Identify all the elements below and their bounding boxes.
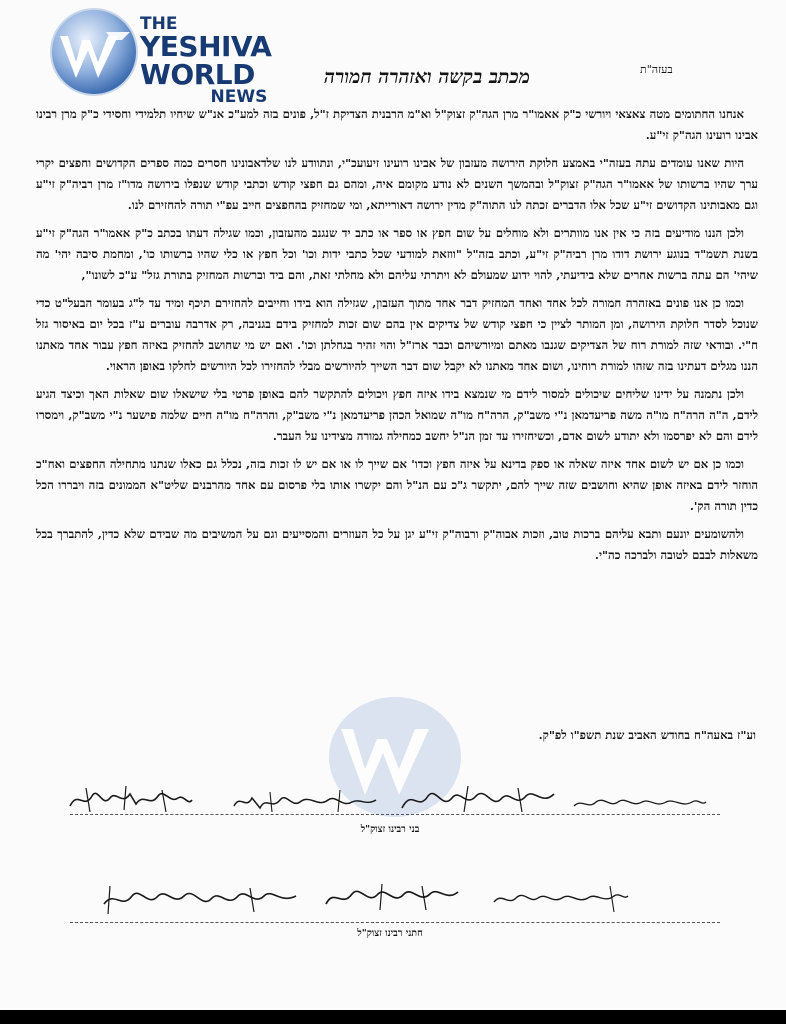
signature-5 — [100, 882, 300, 916]
header-mark: בעזה"ת — [640, 63, 673, 76]
signature-7 — [490, 882, 630, 916]
logo-news: NEWS — [210, 87, 268, 107]
letter-body — [36, 104, 758, 571]
caption-sons-in-law: חתני רבינו זצוק"ל — [357, 928, 423, 939]
document-title: מכתב בקשה ואזהרה חמורה — [323, 66, 531, 88]
signature-6 — [322, 880, 462, 914]
paragraph-3: ולכן הננו מודיעים בזה כי אין אנו מוותרים ולא מוחלים על שום חפץ או ספר או כתב יד שנגנב מהעזבון, וכמו שגילה דעתו בכתב כ"ק אאמו"ר הגה"ק זי"ע בשנת תשמ"ד בנוגע ירושת דודו מרן רביה"ק זי"ע, וכתב בזה"ל "ווזאת למודעי שכל כתבי ידות וכו' וכל חפץ או כלי שהיו ברשותו כו', ומחמת סיבה יהי' מה שיהי' הם עתה ברשות אחרים שלא בידיעתי, להוי ידוע שמעולם לא ויתרתי עליהם ולא מחלתי זאת, והם ביד וברשות המחזיק בתורת גזל" ע"כ לשונו", — [36, 226, 758, 282]
logo-the: THE — [140, 14, 178, 34]
signatures-row-sons-in-law — [60, 880, 720, 920]
signature-1 — [66, 782, 196, 816]
signature-3 — [398, 782, 558, 816]
signatures-row-sons — [60, 782, 720, 822]
closing-line: וע"ז באעה"ח בחודש האביב שנת תשפ"ו לפ"ק. — [538, 728, 756, 742]
signature-line-2 — [70, 922, 720, 923]
signature-2 — [230, 784, 380, 818]
paragraph-4: וכמו כן אנו פונים באזהרה חמורה לכל אחד ואחד המחזיק דבר אחד מתוך העזבון, שגזילה הוא בידו וחייבים להחזירם תיכף ומיד עד ל"ג בעומר הבעל"ט כדי שנוכל לסדר חלוקת הירושה, ומן המותר לציין כי חפצי קודש של צדיקים אין בהם שום זכות למחזיק בידם בגניבה, רק אדרבה עוברים ע"ז בכל יום באיסור גזל ח"י. ובודאי שזה למורת רוח של הצדיקים שגנבו מאתם ומיורשיהם וכבר ארז"ל והוי זהיר בגחלתן וכו'. ואם יש מי שחושב להחזיק באיזה חפץ עבור אחד מאתנו הננו מגלים דעתינו בזה שזהו למורת רוחינו, ושום אחד מאתנו לא יקבל שום דבר השייך להיורשים מבלי להחזירו לכל היורשים לחלקו באופן הראוי. — [36, 296, 758, 373]
yeshiva-world-news-logo[interactable] — [48, 6, 272, 107]
paragraph-6: וכמו כן אם יש לשום אחד איזה שאלה או ספק בדינא על איזה חפץ וכדו' אם שייך לו או אם יש לו זכות בזה, נכלל גם כאלו שנתנו מתחילה החפצים ואח"כ הוחזר לידם באיזה אופן שהיא וחושבים שזה שייך להם, יתקשר ג"כ עם הנ"ל והם יקשרו אותו בלי פרסום עם אחד מהרבנים שליט"א הממונים בזה ויבררו הכל כדין תורה הק'. — [36, 457, 758, 513]
bottom-bar — [0, 1010, 786, 1024]
logo-w-circle-icon — [48, 6, 140, 98]
paragraph-1: אנחנו החתומים מטה צאצאי ויורשי כ"ק אאמו"ר מרן הגה"ק זצוק"ל וא"מ הרבנית הצדיקת ז"ל, פונים בזה למע"כ אנ"ש שיחיו תלמידי וחסידי כ"ק מרן רבינו אבינו רועינו הגה"ק זי"ע. — [36, 107, 758, 142]
paragraph-5: ולכן נתמנה על ידינו שליחים שיכולים למסור לידם מי שנמצא בידו איזה חפץ ויכולים להתקשר להם באופן פרטי בלי שישאלו שום שאלות האך וכיצד הגיע לידם, ה"ה הרה"ח מו"ה משה פריעדמאן נ"י משב"ק, הרה"ח מו"ה שמואל הכהן פריעדמאן נ"י משב"ק, והרה"ח מו"ה חיים שלמה פישער נ"י משב"ק, וימסרו לידם והם לא יפרסמו ולא יתודע לשום אדם, וכשיחזירו עד זמן הנ"ל יחשב כמחילה גמורה מצידינו על העבר. — [36, 387, 758, 443]
logo-world: WORLD — [140, 58, 255, 91]
caption-sons: בני רבינו זצוק"ל — [360, 824, 420, 835]
paragraph-2: היות שאנו עומדים עתה בעזה"י באמצע חלוקת הירושה מעזבון של אבינו רועינו זיעועכ"י, ונתוודע לנו שלדאבונינו חסרים כמה ספרים הקדושים וחפצים יקרי ערך שהיו ברשותו של אאמו"ר הגה"ק זצוק"ל ובהמשך השנים לא נודע מקומם איה, ומהם גם חפצי קודש וכתבי קודש שנפלו בירושה מדו"ז מרן רביה"ק זי"ע וגם מאבותינו הקדושים זי"ע שכל אלו הדברים זכתה לנו התוה"ק מדין ירושה דאורייתא, ומי שמחזיק בהחפצים חייב עפ"י תורה להחזירם לנו. — [36, 156, 758, 212]
logo-yeshiva: YESHIVA — [140, 30, 272, 63]
signature-line-1 — [70, 814, 720, 815]
paragraph-7: ולהשומעים יונעם ותבא עליהם ברכות טוב, וזכות אבוה"ק ורבוה"ק זי"ע יגן על כל העוזרים והמסייעים וגם על המשיבים מה שבידם שלא כדין, להתברך בכל משאלות לבבם לטובה ולברכה כה"י. — [36, 527, 758, 562]
